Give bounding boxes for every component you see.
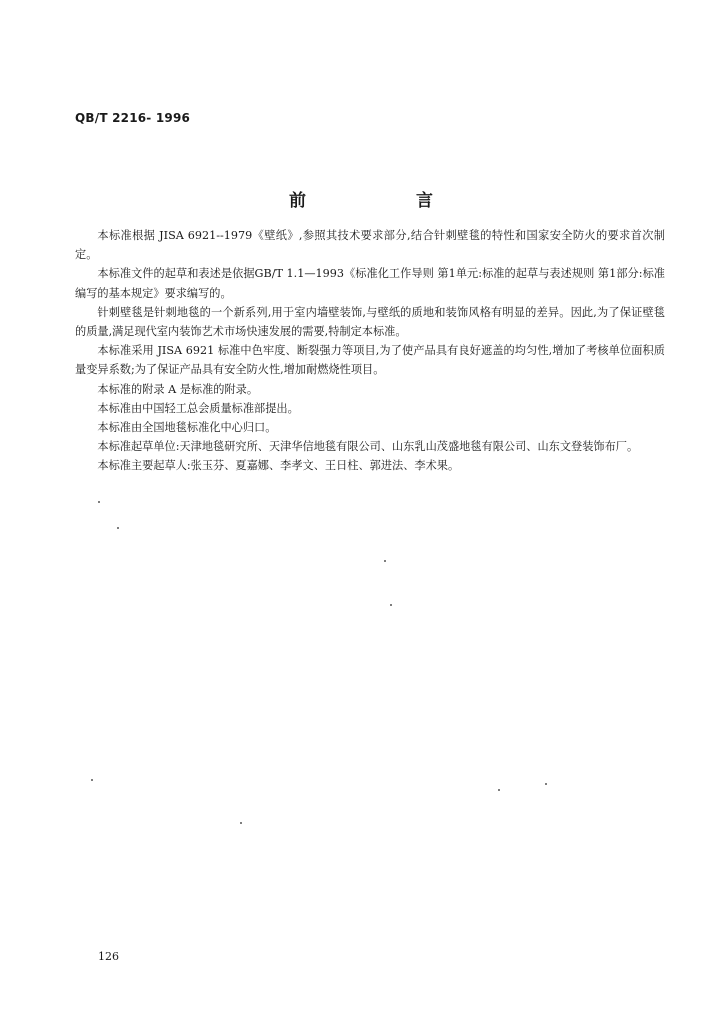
scan-speck — [498, 789, 500, 791]
paragraph: 本标准起草单位:天津地毯研究所、天津华信地毯有限公司、山东乳山茂盛地毯有限公司、山东文登装饰布厂。 — [97, 440, 639, 454]
paragraph: 本标准由中国轻工总会质量标准部提出。 — [97, 401, 299, 415]
paragraph: 本标准根据 JISA 6921--1979《壁纸》,参照其技术要求部分,结合针刺壁毯的特性和国家安全防火的要求首次制定。 — [75, 229, 665, 262]
paragraph: 本标准主要起草人:张玉芬、夏嘉娜、李孝文、王日柱、郭进法、李术果。 — [97, 459, 460, 473]
scan-speck — [240, 822, 242, 824]
paragraph: 本标准由全国地毯标准化中心归口。 — [97, 421, 277, 435]
paragraph: 本标准的附录 A 是标准的附录。 — [97, 382, 259, 396]
scan-speck — [91, 779, 93, 781]
scan-speck — [390, 604, 392, 606]
scan-speck — [384, 560, 386, 562]
standard-code: QB/T 2216- 1996 — [75, 111, 191, 125]
paragraph: 本标准文件的起草和表述是依据GB/T 1.1—1993《标准化工作导则 第1单元:标准的起草与表述规则 第1部分:标准编写的基本规定》要求编写的。 — [75, 267, 665, 300]
scan-speck — [117, 527, 119, 529]
scan-speck — [98, 501, 100, 503]
body-text — [75, 226, 665, 476]
scan-speck — [545, 783, 547, 785]
page-number: 126 — [98, 950, 119, 963]
paragraph: 本标准采用 JISA 6921 标准中色牢度、断裂强力等项目,为了使产品具有良好遮盖的均匀性,增加了考核单位面积质量变异系数;为了保证产品具有安全防火性,增加耐燃烧性项目。 — [75, 344, 665, 377]
section-title: 前 言 — [289, 191, 485, 211]
paragraph: 针刺壁毯是针刺地毯的一个新系列,用于室内墙壁装饰,与壁纸的质地和装饰风格有明显的差异。因此,为了保证壁毯的质量,满足现代室内装饰艺术市场快速发展的需要,特制定本标准。 — [75, 305, 665, 339]
